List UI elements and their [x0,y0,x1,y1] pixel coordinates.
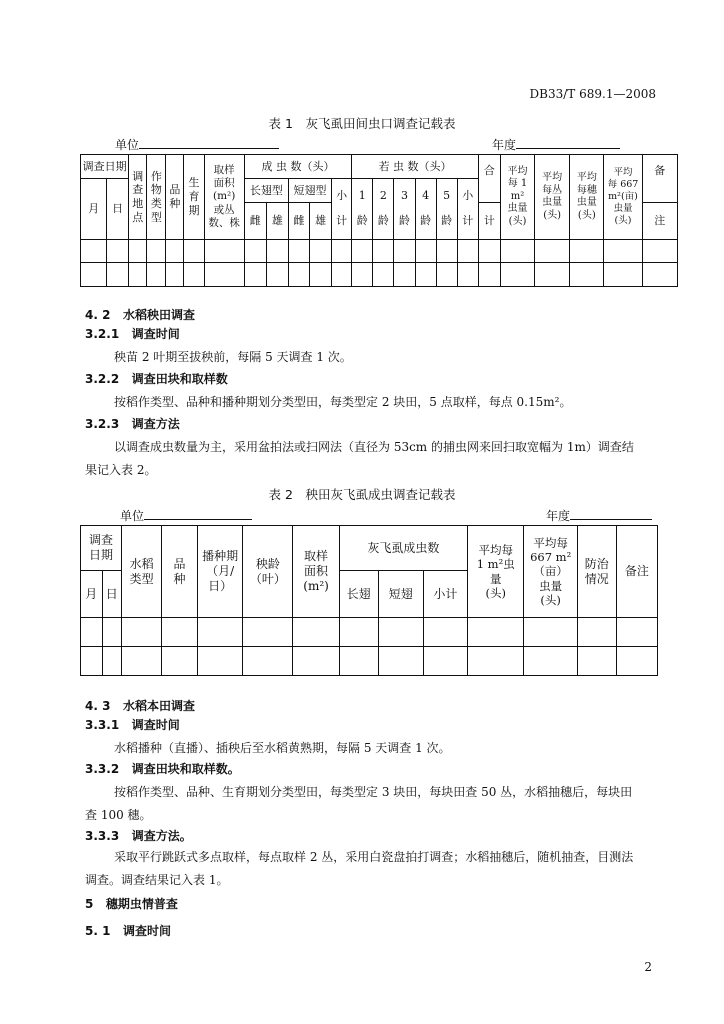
section-3-2-3-body-line1: 以调查成虫数量为主，采用盆拍法或扫网法（直径为 53cm 的捕虫网来回扫取宽幅为 1m）调查结 [114,440,634,454]
section-3-3-3-body-line1: 采取平行跳跃式多点取样，每点取样 2 丛，采用白瓷盘拍打调查；水稻抽穗后，随机抽查，目测法 [114,850,634,864]
section-3-2-1-heading [85,325,180,342]
section-3-3-3-body-line2: 调查。调查结果记入表 1。 [85,873,229,887]
t2-h-date: 调查 日期 [81,526,122,571]
t1-h-instar-2-suffix: 龄 [373,203,394,240]
section-3-2-1-body: 秧苗 2 叶期至拔秧前，每隔 5 天调查 1 次。 [114,350,352,364]
section-title: 调查时间 [122,924,171,938]
section-3-3-2-body-line1: 按稻作类型、品种、生育期划分类型田，每类型定 3 块田，每块田查 50 丛，水稻抽穗后，每块田 [114,785,633,799]
t1-h-long-female: 雌 [244,203,266,240]
section-number: 3.2.2 [85,372,120,386]
t1-h-subtotal-top: 小 [332,179,352,203]
table1-year-line [492,136,620,153]
section-number: 3.3.3 [85,829,120,843]
t2-h-short: 短翅 [378,571,423,618]
section-title: 调查时间 [131,327,180,341]
section-title: 调查方法 [131,417,180,431]
t1-h-instar-4-suffix: 龄 [415,203,436,240]
table1-title: 表 1 灰飞虱田间虫口调查记载表 [268,116,456,131]
section-number: 5 [85,897,94,911]
t2-h-subtotal: 小计 [423,571,467,618]
section-3-2-3-heading [85,415,180,432]
t2-h-adults: 灰飞虱成虫数 [339,526,467,571]
section-3-3-3-heading [85,827,192,844]
section-title: 穗期虫情普查 [105,897,178,911]
t2-h-long: 长翅 [339,571,378,618]
section-title: 水稻秧田调查 [122,308,195,322]
t1-h-area: 取样 面积 (m²) 或丛 数、株 [204,155,244,240]
section-title: 水稻本田调查 [122,699,195,713]
table-row [81,240,678,263]
t2-h-avg-mu: 平均每 667 m² （亩） 虫量 (头) [524,526,577,618]
t2-h-type: 水稻 类型 [122,526,162,618]
section-title: 调查时间 [131,718,180,732]
table1-year-label: 年度 [492,138,517,152]
section-number: 3.3.1 [85,718,120,732]
t1-h-avg-hill: 平均 每丛 虫量 (头) [535,155,570,240]
table2-year-blank [570,508,652,520]
t1-h-nymph-subtotal-top: 小 [457,179,478,203]
table1-unit-label: 单位 [115,138,140,152]
section-number: 5. 1 [85,924,111,938]
t1-h-instar-2: 2 [373,179,394,203]
t1-h-instar-3-suffix: 龄 [394,203,415,240]
t1-h-month: 月 [81,179,107,240]
table2-year-line [546,507,652,524]
t1-h-subtotal-bottom: 计 [332,203,352,240]
t1-h-variety: 品 种 [166,155,184,240]
standard-number: DB33/T 689.1—2008 [529,87,656,101]
t1-h-avg-mu: 平均 每 667 m²(亩) 虫量 (头) [604,155,642,240]
table2-unit-blank [144,508,252,520]
t1-h-nymph: 若 虫 数（头） [352,155,479,179]
t1-h-croptype: 作 物 类 型 [147,155,166,240]
table1-unit-line [115,136,279,153]
t1-h-nymph-subtotal-bottom: 计 [457,203,478,240]
t2-h-variety: 品 种 [162,526,198,618]
t1-h-remark-top: 备 [642,155,677,203]
t1-h-stage: 生 育 期 [184,155,204,240]
table2-title: 表 2 秧田灰飞虱成虫调查记载表 [268,487,456,502]
t1-h-adult: 成 虫 数（头） [244,155,351,179]
t1-h-day: 日 [107,179,129,240]
t2-h-day: 日 [102,571,122,618]
section-3-3-1-body: 水稻播种（直播）、插秧后至水稻黄熟期，每隔 5 天调查 1 次。 [114,741,451,755]
table1 [80,154,678,287]
table2-year-label: 年度 [546,509,571,523]
t1-h-long: 长翅型 [244,179,288,203]
t2-h-control: 防治 情况 [577,526,616,618]
t1-h-site: 调 查 地 点 [129,155,147,240]
section-3-2-3-body-line2: 果记入表 2。 [85,463,157,477]
t2-h-area: 取样 面积 (m²) [293,526,339,618]
section-5-heading [85,895,178,912]
section-title: 调查田块和取样数 [131,372,228,386]
t1-h-instar-3: 3 [394,179,415,203]
page-number: 2 [644,960,652,974]
t1-h-avg-spike: 平均 每穗 虫量 (头) [570,155,604,240]
t1-h-total-bottom: 计 [478,203,500,240]
section-title: 调查方法。 [131,829,192,843]
t1-h-date: 调查日期 [81,155,129,179]
table-row [81,618,658,647]
section-3-3-1-heading [85,716,180,733]
t1-h-short-female: 雌 [288,203,309,240]
section-3-3-2-heading [85,760,240,777]
t2-h-remark: 备注 [616,526,657,618]
section-4-2-heading [85,306,195,323]
section-number: 4. 2 [85,308,111,322]
t1-h-instar-5: 5 [436,179,457,203]
t1-h-instar-1-suffix: 龄 [352,203,373,240]
section-number: 3.3.2 [85,762,120,776]
section-number: 4. 3 [85,699,111,713]
t1-h-avg-m2: 平均 每 1 m² 虫量 (头) [500,155,534,240]
table-row [81,647,658,676]
section-5-1-heading [85,922,171,939]
t2-h-sowing: 播种期 （月/ 日） [198,526,243,618]
section-number: 3.2.3 [85,417,120,431]
t1-h-long-male: 雄 [266,203,288,240]
section-number: 3.2.1 [85,327,120,341]
t1-h-short: 短翅型 [288,179,331,203]
table2 [80,525,658,676]
table2-unit-label: 单位 [120,509,145,523]
t2-h-avg-m2: 平均每 1 m²虫 量 (头) [467,526,523,618]
section-4-3-heading [85,697,195,714]
section-3-3-2-body-line2: 查 100 穗。 [85,808,152,822]
t1-h-instar-1: 1 [352,179,373,203]
t1-h-short-male: 雄 [310,203,332,240]
table1-year-blank [516,137,620,149]
table1-unit-blank [139,137,279,149]
t2-h-month: 月 [81,571,103,618]
table2-unit-line [120,507,252,524]
t1-h-instar-4: 4 [415,179,436,203]
t2-h-age: 秧龄 （叶） [243,526,293,618]
table-row [81,263,678,287]
section-3-2-2-body: 按稻作类型、品种和播种期划分类型田，每类型定 2 块田，5 点取样，每点 0.15m²。 [114,395,572,409]
t1-h-instar-5-suffix: 龄 [436,203,457,240]
section-title: 调查田块和取样数。 [131,762,240,776]
section-3-2-2-heading [85,370,228,387]
t1-h-remark-bottom: 注 [642,203,677,240]
t1-h-total-top: 合 [478,155,500,203]
